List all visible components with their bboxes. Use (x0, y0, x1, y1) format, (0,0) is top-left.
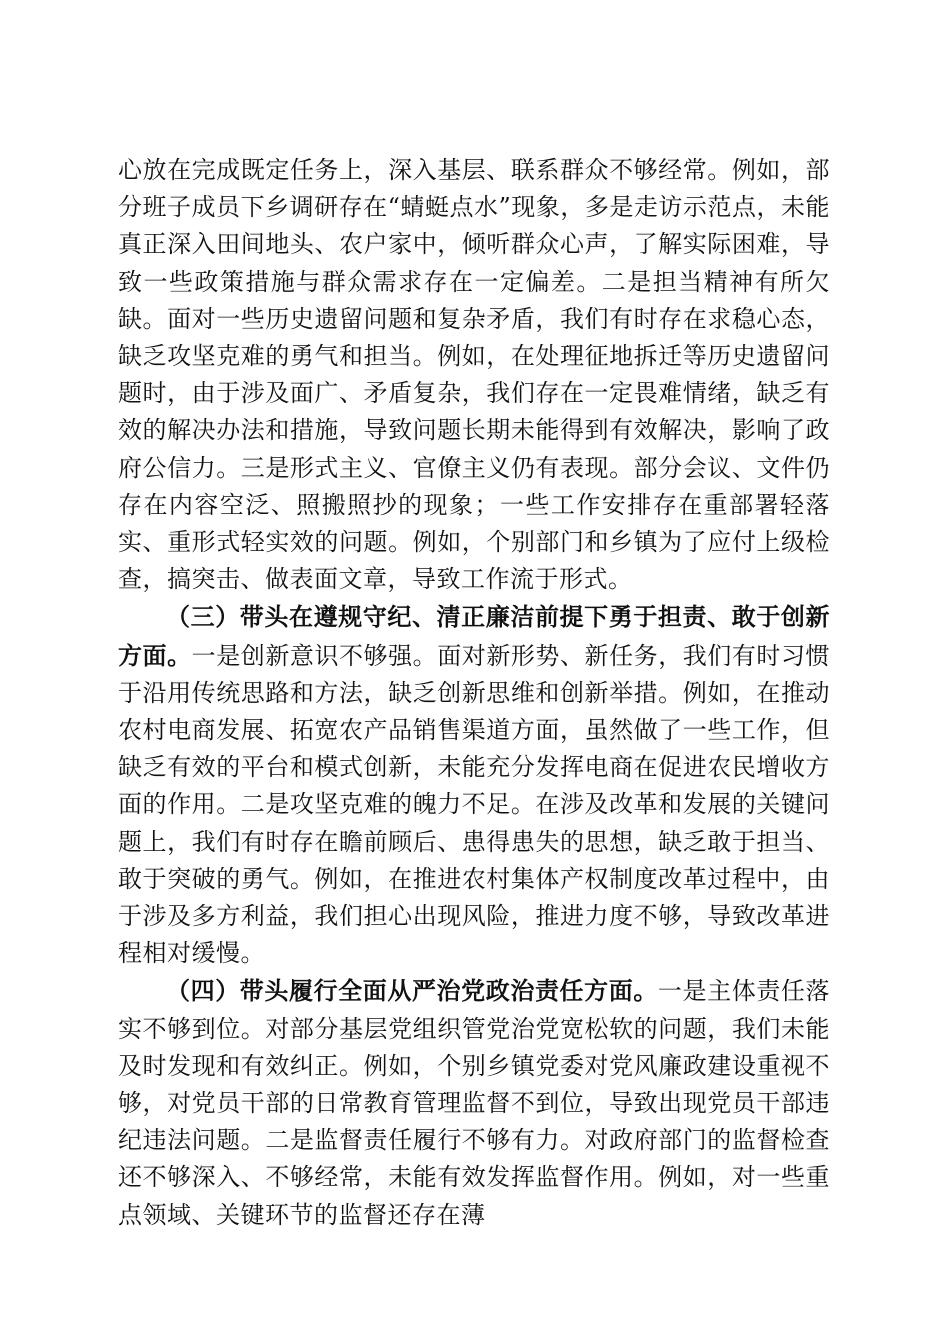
document-page (118, 152, 830, 1234)
paragraph-section-three (118, 598, 830, 972)
section-heading: （三）带头在遵规守纪、清正廉洁前提下勇于担责、敢于创新方面。 (118, 602, 830, 670)
paragraph-body: 心放在完成既定任务上，深入基层、联系群众不够经常。例如，部分班子成员下乡调研存在“蜻蜓点水”现象，多是走访示范点，未能真正深入田间地头、农户家中，倾听群众心声，了解实际困难，导致一些政策措施与群众需求存在一定偏差。二是担当精神有所欠缺。面对一些历史遗留问题和复杂矛盾，我们有时存在求稳心态，缺乏攻坚克难的勇气和担当。例如，在处理征地拆迁等历史遗留问题时，由于涉及面广、矛盾复杂，我们存在一定畏难情绪，缺乏有效的解决办法和措施，导致问题长期未能得到有效解决，影响了政府公信力。三是形式主义、官僚主义仍有表现。部分会议、文件仍存在内容空泛、照搬照抄的现象；一些工作安排存在重部署轻落实、重形式轻实效的问题。例如，个别部门和乡镇为了应付上级检查，搞突击、做表面文章，导致工作流于形式。 (118, 156, 830, 594)
section-heading: （四）带头履行全面从严治党政治责任方面。 (166, 976, 658, 1006)
paragraph-continuation (118, 152, 830, 598)
paragraph-body: 一是主体责任落实不够到位。对部分基层党组织管党治党宽松软的问题，我们未能及时发现和有效纠正。例如，个别乡镇党委对党风廉政建设重视不够，对党员干部的日常教育管理监督不到位，导致出现党员干部违纪违法问题。二是监督责任履行不够有力。对政府部门的监督检查还不够深入、不够经常，未能有效发挥监督作用。例如，对一些重点领域、关键环节的监督还存在薄 (118, 977, 830, 1229)
paragraph-section-four (118, 972, 830, 1233)
paragraph-body: 一是创新意识不够强。面对新形势、新任务，我们有时习惯于沿用传统思路和方法，缺乏创新思维和创新举措。例如，在推动农村电商发展、拓宽农产品销售渠道方面，虽然做了一些工作，但缺乏有效的平台和模式创新，未能充分发挥电商在促进农民增收方面的作用。二是攻坚克难的魄力不足。在涉及改革和发展的关键问题上，我们有时存在瞻前顾后、患得患失的思想，缺乏敢于担当、敢于突破的勇气。例如，在推进农村集体产权制度改革过程中，由于涉及多方利益，我们担心出现风险，推进力度不够，导致改革进程相对缓慢。 (118, 641, 831, 968)
